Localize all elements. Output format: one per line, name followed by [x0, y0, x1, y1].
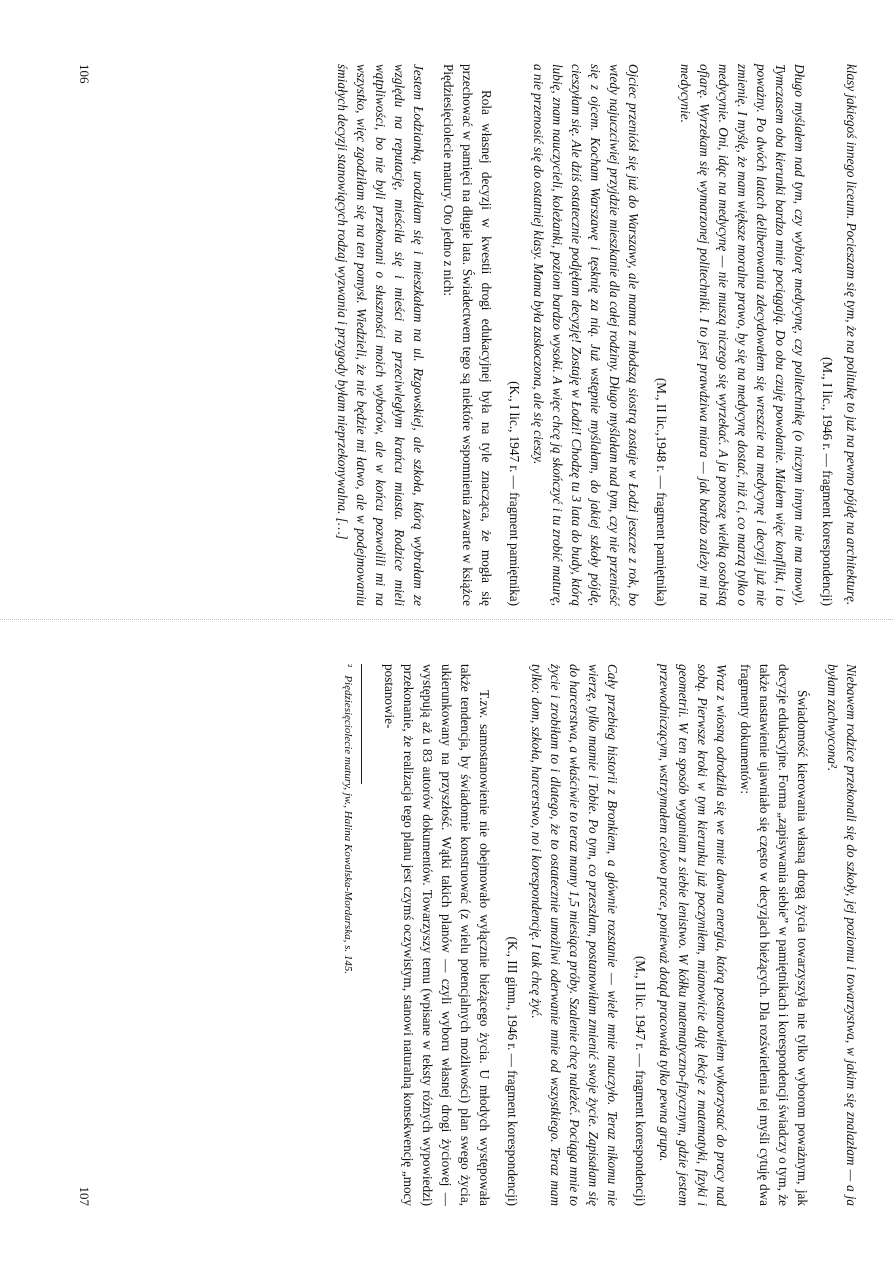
- left-page: [70, 40, 875, 630]
- quote-paragraph: Długo myślałem nad tym, czy wybiorę medycynę, czy politechnikę (o niczym innym nie ma mowy). Tymczasem oba kierunki bardzo mnie pociągają. Do obu czuję powołanie. Miałem więc konflikt, i to poważny. Po dwóch latach deliberowania zdecydowałem się wreszcie na medycynę i decyzji już nie zmienię. I myślę, że mam większe moralne prawo, by się na medycynę dostać, niż ci, co marzą tylko o medycynie. Oni, idąc na medycynę — nie muszą niczego się wyrzekać. A ja ponoszę wielką osobistą ofiarę. Wyrzekam się wymarzonej politechniki. I to jest prawdziwa miara — jak bardzo zależy mi na medycynie.: [678, 64, 807, 606]
- footnote-mark: ²: [342, 664, 354, 668]
- page-gutter: [0, 619, 893, 620]
- source-citation: (M., I lic., 1946 r. — fragment korespondencji): [820, 356, 835, 606]
- quote-paragraph: Ojciec przeniósł się już do Warszawy, ale mama z młodszą siostrą zostaje w Łodzi jeszcze z rok, bo wtedy najuczciwiej przyjdzie mieszkanie dla całej rodziny. Długo myślałam nad tym, czy nie przenieść się z ojcem. Kocham Warszawę i tęsknię za nią. Już wstępnie myślałam, do jakiej szkoły pójdę, cieszyłam się. Ale dziś ostatecznie podjęłam decyzję! Zostaję w Łodzi! Chodzę tu 3 lata do budy, którą lubię, znam nauczycieli, koleżanki, poziom bardzo wysoki. A więc chcę ją skończyć i tu zrobić maturę, a nie przenosić się do ostatniej klasy. Mama była zaskoczona, ale się cieszy.: [531, 64, 641, 606]
- quote-paragraph: Cały przebieg historii z Bronkiem, a głównie rozstanie — wiele mnie nauczyło. Teraz nikomu nie wierzę, tylko mamie i Tobie. Po tym, co przeszłam, postanowiłam zmienić swoje życie. Zapisałam się do harcerstwa, a właściwie to teraz mamy 1,5 miesiąca próby. Szalenie chcę należeć. Pociąga mnie to życie i zrobiłam to i dlatego, że to ostatecznie umożliwi oderwanie mnie od wszystkiego. Teraz mam tylko: dom, szkoła, harcerstwo, no i korespondencję. I tak chcę żyć.: [529, 664, 620, 1206]
- body-paragraph: Rola własnej decyzji w kwestii drogi edukacyjnej była na tyle znacząca, że mogła się przechować w pamięci na długie lata. Świadectwem tego są niektóre wspomnienia zawarte w książce Piędziesięciolecie matury. Oto jedno z nich:: [441, 64, 494, 606]
- quote-paragraph: Wraz z wiosną odrodziła się we mnie dawna energia, którą postanowiłem wykorzystać do pracy nad sobą. Pierwsze kroki w tym kierunku już poczyniłem, mianowicie daję lekcje z matematyki, fizyki i geometrii. W ten sposób wyganiam z siebie lenistwo. W kółku matematyczno-fizycznym, gdzie jestem przewodniczącym, wstrzymałem celowo prace, ponieważ dotąd pracowała tylko pewna grupa.: [657, 664, 729, 1206]
- body-paragraph: Świadomość kierowania własną drogą życia towarzyszyła nie tylko wyborom poważnym, jak decyzje edukacyjne. Forma „zapisywania siebie” w pamiętnikach i korespondencji świadczy o tym, że także nastawienie ujawniało się często w decyzjach bieżących. Dla rozświetlenia tej myśli cytuję dwa fragmenty dokumentów:: [738, 664, 810, 1206]
- source-citation: (K., III gimn., 1946 r. — fragment korespondencji): [505, 936, 520, 1206]
- right-page: [70, 640, 875, 1230]
- footnote: [340, 664, 355, 1206]
- body-paragraph: T.zw. samostanowienie nie obejmowało wyłącznie bieżącego życia. U młodych występowała także tendencja, by świadomie konstruować (z wielu potencjalnych możliwości) plan swego życia, ukierunkowany na przyszłość. Wątki takich planów — czyli wyboru własnej drogi życiowej — występują aż u 83 autorów dokumentów. Towarzyszy temu (wpisane w teksty różnych wypowiedzi) przekonanie, że realizacja tego planu jest czymś oczywistym, stanowi naturalną konsekwencję „mocy postanowie-: [382, 664, 492, 1206]
- quote-paragraph: Jestem Łodzianką, urodziłam się i mieszkałam na ul. Rzgowskiej, ale szkoła, którą wybrałam ze względu na reputację, mieściła się i mieści na przeciwległym krańcu miasta. Rodzice mieli wątpliwości, bo nie byli przekonani o słuszności moich wyborów, ale w końcu pozwolili mi na wszystko, więc zgodziłam się na ten pomysł. Wiedzieli, że nie będzie mi łatwo, ale w podejmowaniu śmiałych decyzji stanowiących rodzaj wyzwania i przygody byłam nieprzekonywalna. […]: [335, 64, 426, 606]
- quote-paragraph: Niebawem rodzice przekonali się do szkoły, jej poziomu i towarzystwa, w jakim się znalazłam — a ja byłam zachwycona².: [825, 664, 859, 1206]
- footnote-rule: [361, 664, 362, 784]
- source-citation: (M., II lic. 1947 r. — fragment korespondencji): [633, 955, 648, 1206]
- page-number: 106: [77, 64, 92, 84]
- source-citation: (M., II lic.,1948 r. — fragment pamiętnika): [654, 377, 669, 606]
- paragraph: klasy jakiegoś innego liceum. Pocieszam się tym, że na politukę to już na pewno pójdę na architekturę.: [844, 64, 859, 606]
- footnote-text: Piędziesięciolecie matury, jw., Halina Kowalska-Mordarska, s. 145.: [342, 675, 354, 975]
- source-citation: (K., I lic., 1947 r. — fragment pamiętnika): [507, 381, 522, 606]
- page-number: 107: [77, 1186, 92, 1206]
